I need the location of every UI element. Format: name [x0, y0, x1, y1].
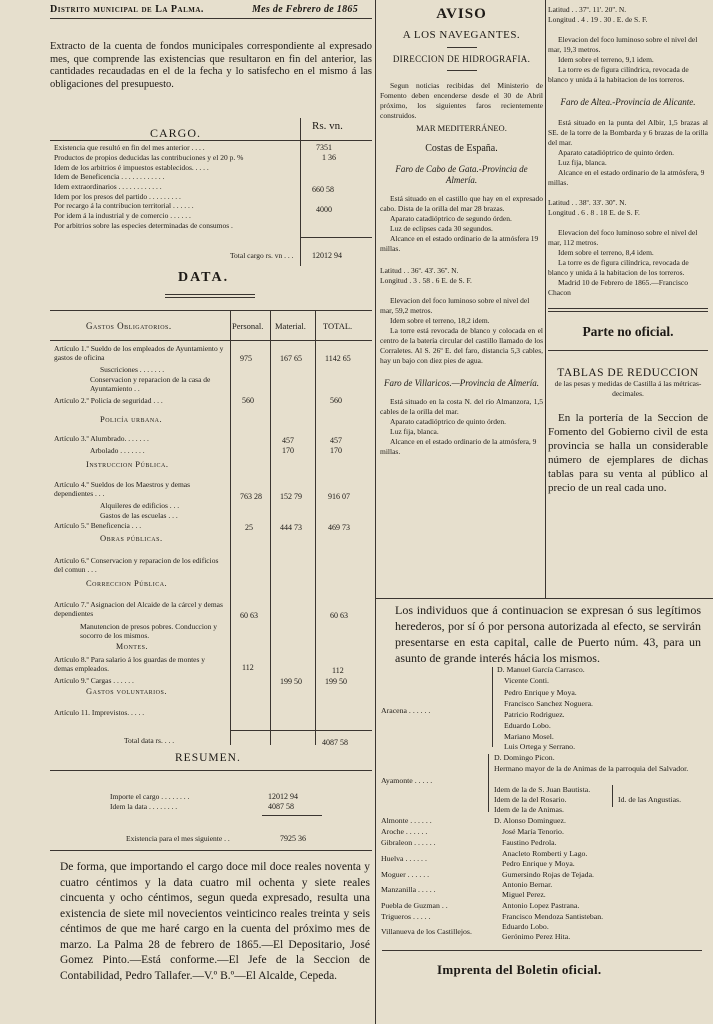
cargo-row-value: 7351 — [316, 143, 332, 152]
town-label: Manzanilla . . . . . — [381, 885, 436, 894]
cargo-total-value: 12012 94 — [312, 251, 342, 260]
resumen-data-value: 4087 58 — [268, 802, 294, 811]
faro-villaricos-aparato: Aparato catadióptrico de quinto órden. — [390, 417, 507, 426]
heir-name: Eduardo Lobo. — [502, 922, 549, 931]
data-section-title: Montes. — [116, 642, 148, 651]
cargo-row-label: Por idem á la industrial y de comercio . . . . . . — [54, 211, 191, 220]
tablas-subtitle: de las pesas y medidas de Castilla á las métricas-decimales. — [554, 379, 702, 398]
town-label: Almonte . . . . . . — [381, 816, 432, 825]
heir-name: Pedro Enrique y Moya. — [504, 688, 577, 697]
villaricos-torre: La torre es de figura cilíndrica, revocada de blanco y unida á la habitacion de los torreros. — [548, 65, 689, 84]
faro-villaricos-title: Faro de Villaricos.—Provincia de Almería. — [384, 378, 539, 388]
data-row-text: Suscriciones . . . . . . . — [100, 365, 165, 374]
coast-heading: Costas de España. — [425, 143, 498, 154]
district-title: Distrito municipal de La Palma. — [50, 4, 204, 15]
data-row-total: 560 — [330, 396, 342, 405]
data-section-title: Correccion Pública. — [86, 578, 168, 588]
aviso-lead: Segun noticias recibidas del Ministerio de Fomento deben encenderse desde el 30 de Abril próximo, los siguientes faros recientemente construidos. — [380, 81, 543, 120]
brace — [492, 667, 497, 747]
data-total-label: Total data rs. . . . — [124, 736, 175, 745]
sea-heading: MAR MEDITERRÁNEO. — [416, 123, 507, 133]
heir-name: Patricio Rodriguez. — [504, 710, 565, 719]
heir-name: Pedro Enrique y Moya. — [502, 859, 575, 868]
faro-altea-title: Faro de Altea.-Provincia de Alicante. — [560, 97, 696, 107]
faro-altea-alcance: Alcance en el estado ordinario de la atmósfera, 9 millas. — [548, 168, 705, 187]
data-header-personal: Personal. — [232, 321, 264, 331]
data-row-material: 444 73 — [280, 523, 302, 532]
heir-name: Mariano Mosel. — [504, 732, 554, 741]
heir-name: Francisco Sanchez Noguera. — [504, 699, 593, 708]
direccion-title: DIRECCION DE HIDROGRAFIA. — [392, 54, 531, 64]
data-row-personal: 763 28 — [240, 492, 262, 501]
data-row-text: Gastos de las escuelas . . . — [100, 511, 178, 520]
data-section-title: Instruccion Pública. — [86, 459, 169, 469]
parte-no-oficial-title: Parte no oficial. — [582, 324, 674, 339]
villaricos-elevacion: Elevacion del foco luminoso sobre el nivel del mar, 19,3 metros. — [548, 35, 698, 54]
data-header-material: Material. — [275, 321, 306, 331]
data-title: DATA. — [178, 270, 230, 285]
data-row-material: 199 50 — [280, 677, 302, 686]
data-total-value: 4087 58 — [322, 738, 348, 747]
town-label: Ayamonte . . . . . — [381, 776, 433, 785]
cargo-row-value: 1 36 — [322, 153, 336, 162]
faro-altea-terreno: Idem sobre el terreno, 8,4 idem. — [558, 248, 654, 257]
municipal-account-column — [50, 0, 372, 1024]
faro-cabo-gata-title: Faro de Cabo de Gata.-Provincia de Almería. — [395, 164, 528, 185]
cargo-row-label: Por arbitrios sobre las especies determinadas de consumos . — [54, 221, 233, 230]
data-row-total: 469 73 — [328, 523, 350, 532]
heir-name: Antonio Lopez Pastrana. — [502, 901, 580, 910]
data-row-text: Artículo 1.º Sueldo de los empleados de Ayuntamiento y gastos de oficina — [54, 344, 224, 362]
heir-name: Gumersindo Rojas de Tejada. — [502, 870, 594, 879]
resumen-title: RESUMEN. — [175, 752, 241, 764]
cargo-row-value: 4000 — [316, 205, 332, 214]
brace — [612, 785, 617, 807]
cargo-row-label: Por recargo á la contribucion territorial . . . . . . — [54, 201, 194, 210]
faro-altea-elevacion: Elevacion del foco luminoso sobre el nivel del mar, 112 metros. — [548, 228, 698, 247]
villaricos-longitud: Longitud . 4 . 19 . 30 . E. de S. F. — [548, 15, 648, 24]
cargo-row-label: Idem por los presos del partido . . . . . . . . . — [54, 192, 181, 201]
faro-altea-luz: Luz fija, blanca. — [558, 158, 607, 167]
faro-cabo-gata-terreno: Idem sobre el terreno, 18,2 idem. — [390, 316, 490, 325]
data-row-text: Artículo 5.º Beneficencia . . . — [54, 521, 142, 530]
heir-name: Gerónimo Perez Hita. — [502, 932, 571, 941]
data-row-personal: 60 63 — [240, 611, 258, 620]
brace — [488, 754, 493, 812]
faro-altea-longitud: Longitud . 6 . 8 . 18 E. de S. F. — [548, 208, 640, 217]
cargo-row-label: Productos de propios deducidas las contribuciones y el 20 p. % — [54, 153, 244, 162]
faro-cabo-gata-elevacion: Elevacion del foco luminoso sobre el nivel del mar, 59,2 metros. — [380, 296, 530, 315]
ornament-rule — [165, 294, 255, 298]
heir-name: Eduardo Lobo. — [504, 721, 551, 730]
column-rule-left — [375, 0, 376, 1024]
heir-name: Miguel Perez. — [502, 890, 546, 899]
heir-name: Idem de la del Rosario. — [494, 795, 567, 804]
herederos-paragraph: Los individuos que á continuacion se expresan ó sus legítimos herederos, por sí ó por persona autorizada al efecto, se servirán presentarse en esta capital, calle de Puerto núm. 43, para un asunto de grande interés hácia los mismos. — [395, 603, 701, 665]
town-label: Moguer . . . . . . — [381, 870, 430, 879]
data-row-total: 1142 65 — [325, 354, 351, 363]
villaricos-terreno: Idem sobre el terreno, 9,1 idem. — [558, 55, 654, 64]
tablas-paragraph: En la portería de la Seccion de Fomento del Gobierno civil de esta provincia se halla un considerable número de ejemplares de dichas tablas para su venta al público al precio de un real cada uno. — [548, 412, 708, 494]
heir-name: D. Manuel García Carrasco. — [497, 665, 585, 674]
data-row-text: Artículo 9.º Cargas . . . . . . — [54, 676, 134, 685]
imprenta-footer: Imprenta del Boletin oficial. — [437, 962, 602, 977]
currency-label: Rs. vn. — [312, 120, 343, 132]
intro-paragraph: Extracto de la cuenta de fondos municipales correspondiente al expresado mes, que comprende las existencias que resultaron en fin del anterior, las cantidades recaudadas en el de la fecha y lo satisfecho en el mismo á las obligaciones del presupuesto. — [50, 41, 372, 90]
data-row-personal: 25 — [245, 523, 253, 532]
heir-name: Vicente Conti. — [504, 676, 550, 685]
faro-villaricos-alcance: Alcance en el estado ordinario de la atmósfera, 9 millas. — [380, 437, 537, 456]
data-section-title: Gastos voluntarios. — [86, 686, 167, 696]
town-label: Aroche . . . . . . — [381, 827, 428, 836]
faro-altea-latitud: Latitud . . 38º. 33'. 30''. N. — [548, 198, 627, 207]
heir-name: D. Domingo Picon. — [494, 753, 555, 762]
data-row-text: Conservacion y reparacion de la casa de Ayuntamiento . . — [90, 375, 211, 393]
faro-cabo-gata-latitud: Latitud . . 36º. 43'. 36''. N. — [380, 266, 459, 275]
data-row-total: 170 — [330, 446, 342, 455]
aviso-subtitle: A LOS NAVEGANTES. — [402, 29, 521, 41]
cargo-total-label: Total cargo rs. vn . . . — [230, 251, 294, 260]
data-row-text: Manutencion de presos pobres. Conduccion y socorro de los mismos. — [80, 622, 218, 640]
heir-name: Faustino Pedrola. — [502, 838, 557, 847]
heir-name: Hermano mayor de la de Animas de la parroquia del Salvador. — [494, 764, 689, 773]
cargo-row-value: 660 58 — [312, 185, 334, 194]
data-row-text: Arbolado . . . . . . . — [90, 446, 145, 455]
month-title: Mes de Febrero de 1865 — [251, 4, 358, 15]
heir-name: D. Alonso Dominguez. — [494, 816, 566, 825]
faro-altea-aparato: Aparato catadióptrico de quinto órden. — [558, 148, 675, 157]
data-header-total: TOTAL. — [323, 321, 353, 331]
data-row-total: 60 63 — [330, 611, 348, 620]
data-row-text: Artículo 8.º Para salario á los guardas de montes y demas empleados. — [54, 655, 206, 673]
data-row-personal: 975 — [240, 354, 252, 363]
faro-cabo-gata-alcance: Alcance en el estado ordinario de la atmósfera 19 millas. — [380, 234, 539, 253]
tablas-title: TABLAS DE REDUCCION — [557, 367, 699, 379]
data-row-personal: 560 — [242, 396, 254, 405]
town-label: Gibraleon . . . . . . — [381, 838, 436, 847]
data-row-text: Alquileres de edificios . . . — [100, 501, 180, 510]
angustias-note: Id. de las Angustias. — [618, 795, 682, 804]
aviso-title: AVISO — [436, 6, 487, 22]
aviso-date-signature: Madrid 10 de Febrero de 1865.—Francisco Chacon — [548, 278, 688, 297]
cargo-row-label: Existencia que resultó en fin del mes anterior . . . . — [54, 143, 205, 152]
town-label: Trigueros . . . . . — [381, 912, 431, 921]
data-row-total: 457 — [330, 436, 342, 445]
heir-name: Idem de la de S. Juan Bautista. — [494, 785, 591, 794]
heir-name: Antonio Bernar. — [502, 880, 553, 889]
data-section-title: Policía urbana. — [100, 414, 163, 424]
resumen-existencia-value: 7925 36 — [280, 834, 306, 843]
column-rule-right — [545, 0, 546, 598]
data-row-text: Artículo 11. Imprevistos. . . . . — [54, 708, 145, 717]
data-row-material: 457 — [282, 436, 294, 445]
data-row-material: 167 65 — [280, 354, 302, 363]
faro-altea-torre: La torre es de figura cilíndrica, revocada de blanco y unida á la habitacion de los torreros. — [548, 258, 689, 277]
resumen-cargo-label: Importe el cargo . . . . . . . . — [110, 792, 190, 801]
imprenta-rule — [382, 950, 702, 951]
data-row-material: 170 — [282, 446, 294, 455]
heir-name: Luis Ortega y Serrano. — [504, 742, 576, 751]
data-row-total: 112 — [332, 666, 344, 675]
footer-paragraph: De forma, que importando el cargo doce mil doce reales noventa y cuatro céntimos y la data cuatro mil ochenta y siete reales cincuenta y ocho céntimos, segun queda expresado, resulta una existencia de siete mil novecientos veinticinco reales treinta y seis céntimos de que me haré cargo en la cuenta del próximo mes de marzo. La Palma 28 de febrero de 1865.—El Depositario, José Gomez Pinto.—Está conforme.—El Jefe de la Seccion de Contabilidad, Pedro Tallafer.—V.º B.º—El Alcalde, Cepeda. — [60, 861, 370, 982]
town-label: Villanueva de los Castillejos. — [381, 927, 472, 936]
data-row-total: 199 50 — [325, 677, 347, 686]
data-section-title: Obras públicas. — [100, 533, 163, 543]
faro-altea-text: Está situado en la punta del Albir, 1,5 brazas al SE. de la torre de la Bombarda y 6 brazas de la orilla del mar. — [548, 118, 708, 147]
resumen-data-label: Idem la data . . . . . . . . — [110, 802, 178, 811]
data-row-text: Artículo 7.º Asignacion del Alcaide de la cárcel y demas dependientes — [54, 600, 223, 618]
heir-name: Francisco Mendoza Santisteban. — [502, 912, 604, 921]
faro-cabo-gata-torre: La torre está revocada de blanco y colocada en el centro de la batería circular del castillo llamado de los Corraletes. Al S. 26º E. del faro, distancia 5,3 cables, hay un bajo con diez pies de agua. — [380, 326, 543, 365]
faro-cabo-gata-luz: Luz de eclipses cada 30 segundos. — [390, 224, 493, 233]
data-row-personal: 112 — [242, 663, 254, 672]
town-label: Aracena . . . . . . — [381, 706, 431, 715]
resumen-existencia-label: Existencia para el mes siguiente . . — [126, 834, 230, 843]
town-label: Puebla de Guzman . . — [381, 901, 448, 910]
faro-villaricos-luz: Luz fija, blanca. — [390, 427, 439, 436]
heir-name: Idem de la de Animas. — [494, 805, 564, 814]
heir-name: Anacleto Romberti y Lago. — [502, 849, 588, 858]
faro-cabo-gata-aparato: Aparato catadióptrico de segundo órden. — [390, 214, 512, 223]
resumen-cargo-value: 12012 94 — [268, 792, 298, 801]
heir-name: José María Tenorio. — [502, 827, 564, 836]
cargo-row-label: Idem extraordinarios . . . . . . . . . . . . — [54, 182, 162, 191]
faro-cabo-gata-text: Está situado en el castillo que hay en el expresado cabo. Dista de la orilla del mar 28 brazas. — [380, 194, 543, 213]
data-row-total: 916 07 — [328, 492, 350, 501]
faro-cabo-gata-longitud: Longitud . 3 . 58 . 6 E. de S. F. — [380, 276, 472, 285]
cargo-row-label: Idem de Beneficencia . . . . . . . . . . . . — [54, 172, 165, 181]
column-header — [50, 0, 372, 19]
villaricos-latitud: Latitud . . 37º. 11'. 20''. N. — [548, 5, 627, 14]
data-row-material: 152 79 — [280, 492, 302, 501]
faro-villaricos-text: Está situado en la costa N. del río Almanzora, 1,5 cables de la orilla del mar. — [380, 397, 543, 416]
data-row-text: Artículo 3.º Alumbrado. . . . . . . — [54, 434, 149, 443]
data-header-gastos: Gastos Obligatorios. — [86, 321, 172, 331]
data-row-text: Artículo 2.º Policía de seguridad . . . — [54, 396, 163, 405]
data-row-text: Artículo 4.º Sueldos de los Maestros y demas dependientes . . . — [54, 480, 191, 498]
data-row-text: Artículo 6.º Conservacion y reparacion de los edificios del comun . . . — [54, 556, 219, 574]
cargo-title: CARGO. — [150, 126, 202, 140]
cargo-row-label: Idem de los arbitrios é impuestos establecidos. . . . . — [54, 163, 209, 172]
town-label: Huelva . . . . . . — [381, 854, 427, 863]
